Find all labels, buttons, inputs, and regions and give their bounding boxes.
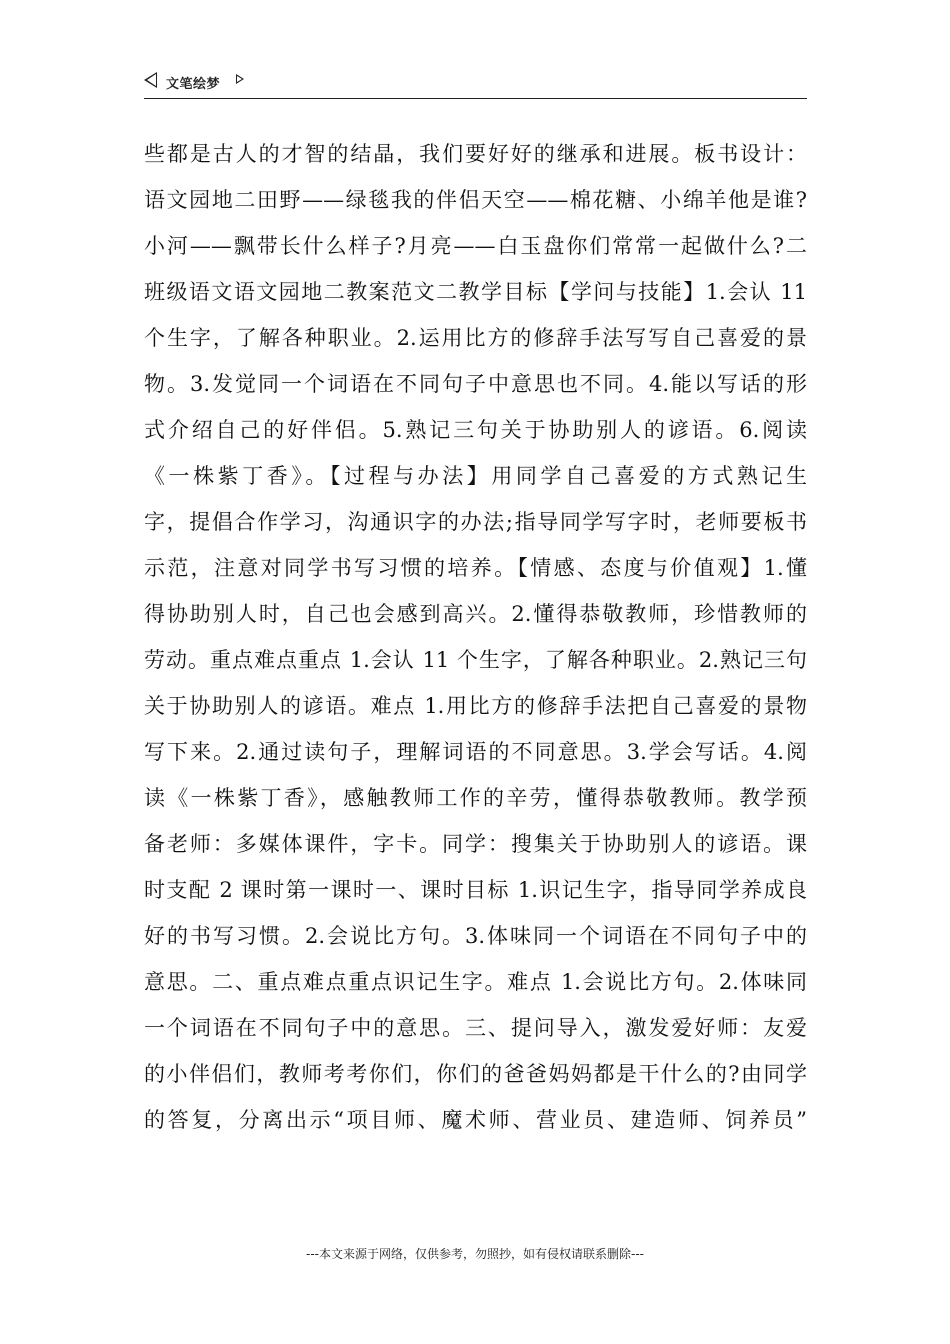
body-line: 写下来。2.通过读句子，理解词语的不同意思。3.学会写话。4.阅 [144, 740, 807, 764]
body-line: 好的书写习惯。2.会说比方句。3.体味同一个词语在不同句子中的 [144, 924, 807, 948]
triangle-left-icon [144, 72, 157, 88]
triangle-right-icon [236, 74, 244, 84]
body-line: 语文园地二田野——绿毯我的伴侣天空——棉花糖、小绵羊他是谁? [144, 188, 807, 212]
body-line: 示范，注意对同学书写习惯的培养。【情感、态度与价值观】1.懂 [144, 556, 807, 580]
body-line: 意思。二、重点难点重点识记生字。难点 1.会说比方句。2.体味同 [144, 970, 807, 994]
body-line: 一个词语在不同句子中的意思。三、提问导入，激发爱好师：友爱 [144, 1016, 807, 1040]
body-line: 得协助别人时，自己也会感到高兴。2.懂得恭敬教师，珍惜教师的 [144, 602, 807, 626]
body-line: 备老师：多媒体课件，字卡。同学：搜集关于协助别人的谚语。课 [144, 832, 807, 856]
body-line: 式介绍自己的好伴侣。5.熟记三句关于协助别人的谚语。6.阅读 [144, 418, 807, 442]
body-line: 小河——飘带长什么样子?月亮——白玉盘你们常常一起做什么?二 [144, 234, 807, 258]
page-header [144, 68, 807, 99]
body-line: 时支配 2 课时第一课时一、课时目标 1.识记生字，指导同学养成良 [144, 878, 807, 902]
body-line: 个生字，了解各种职业。2.运用比方的修辞手法写写自己喜爱的景 [144, 326, 807, 350]
body-line: 些都是古人的才智的结晶，我们要好好的继承和进展。板书设计： [144, 142, 807, 166]
body-line: 的答复，分离出示“项目师、魔术师、营业员、建造师、饲养员” [144, 1108, 807, 1132]
body-line: 字，提倡合作学习，沟通识字的办法;指导同学写字时，老师要板书 [144, 510, 807, 534]
body-line: 读《一株紫丁香》，感触教师工作的辛劳，懂得恭敬教师。教学预 [144, 786, 807, 810]
body-line: 班级语文语文园地二教案范文二教学目标【学问与技能】1.会认 11 [144, 280, 807, 304]
document-body [144, 131, 807, 1143]
header-title: 文笔绘梦 [166, 77, 221, 92]
body-line: 劳动。重点难点重点 1.会认 11 个生字，了解各种职业。2.熟记三句 [144, 648, 807, 672]
body-line: 的小伴侣们，教师考考你们，你们的爸爸妈妈都是干什么的?由同学 [144, 1062, 807, 1086]
footer-notice: ---本文来源于网络，仅供参考，勿照抄，如有侵权请联系删除--- [306, 1247, 644, 1261]
body-line: 物。3.发觉同一个词语在不同句子中意思也不同。4.能以写话的形 [144, 372, 807, 396]
body-line: 关于协助别人的谚语。难点 1.用比方的修辞手法把自己喜爱的景物 [144, 694, 807, 718]
body-line: 《一株紫丁香》。【过程与办法】用同学自己喜爱的方式熟记生 [144, 464, 807, 488]
